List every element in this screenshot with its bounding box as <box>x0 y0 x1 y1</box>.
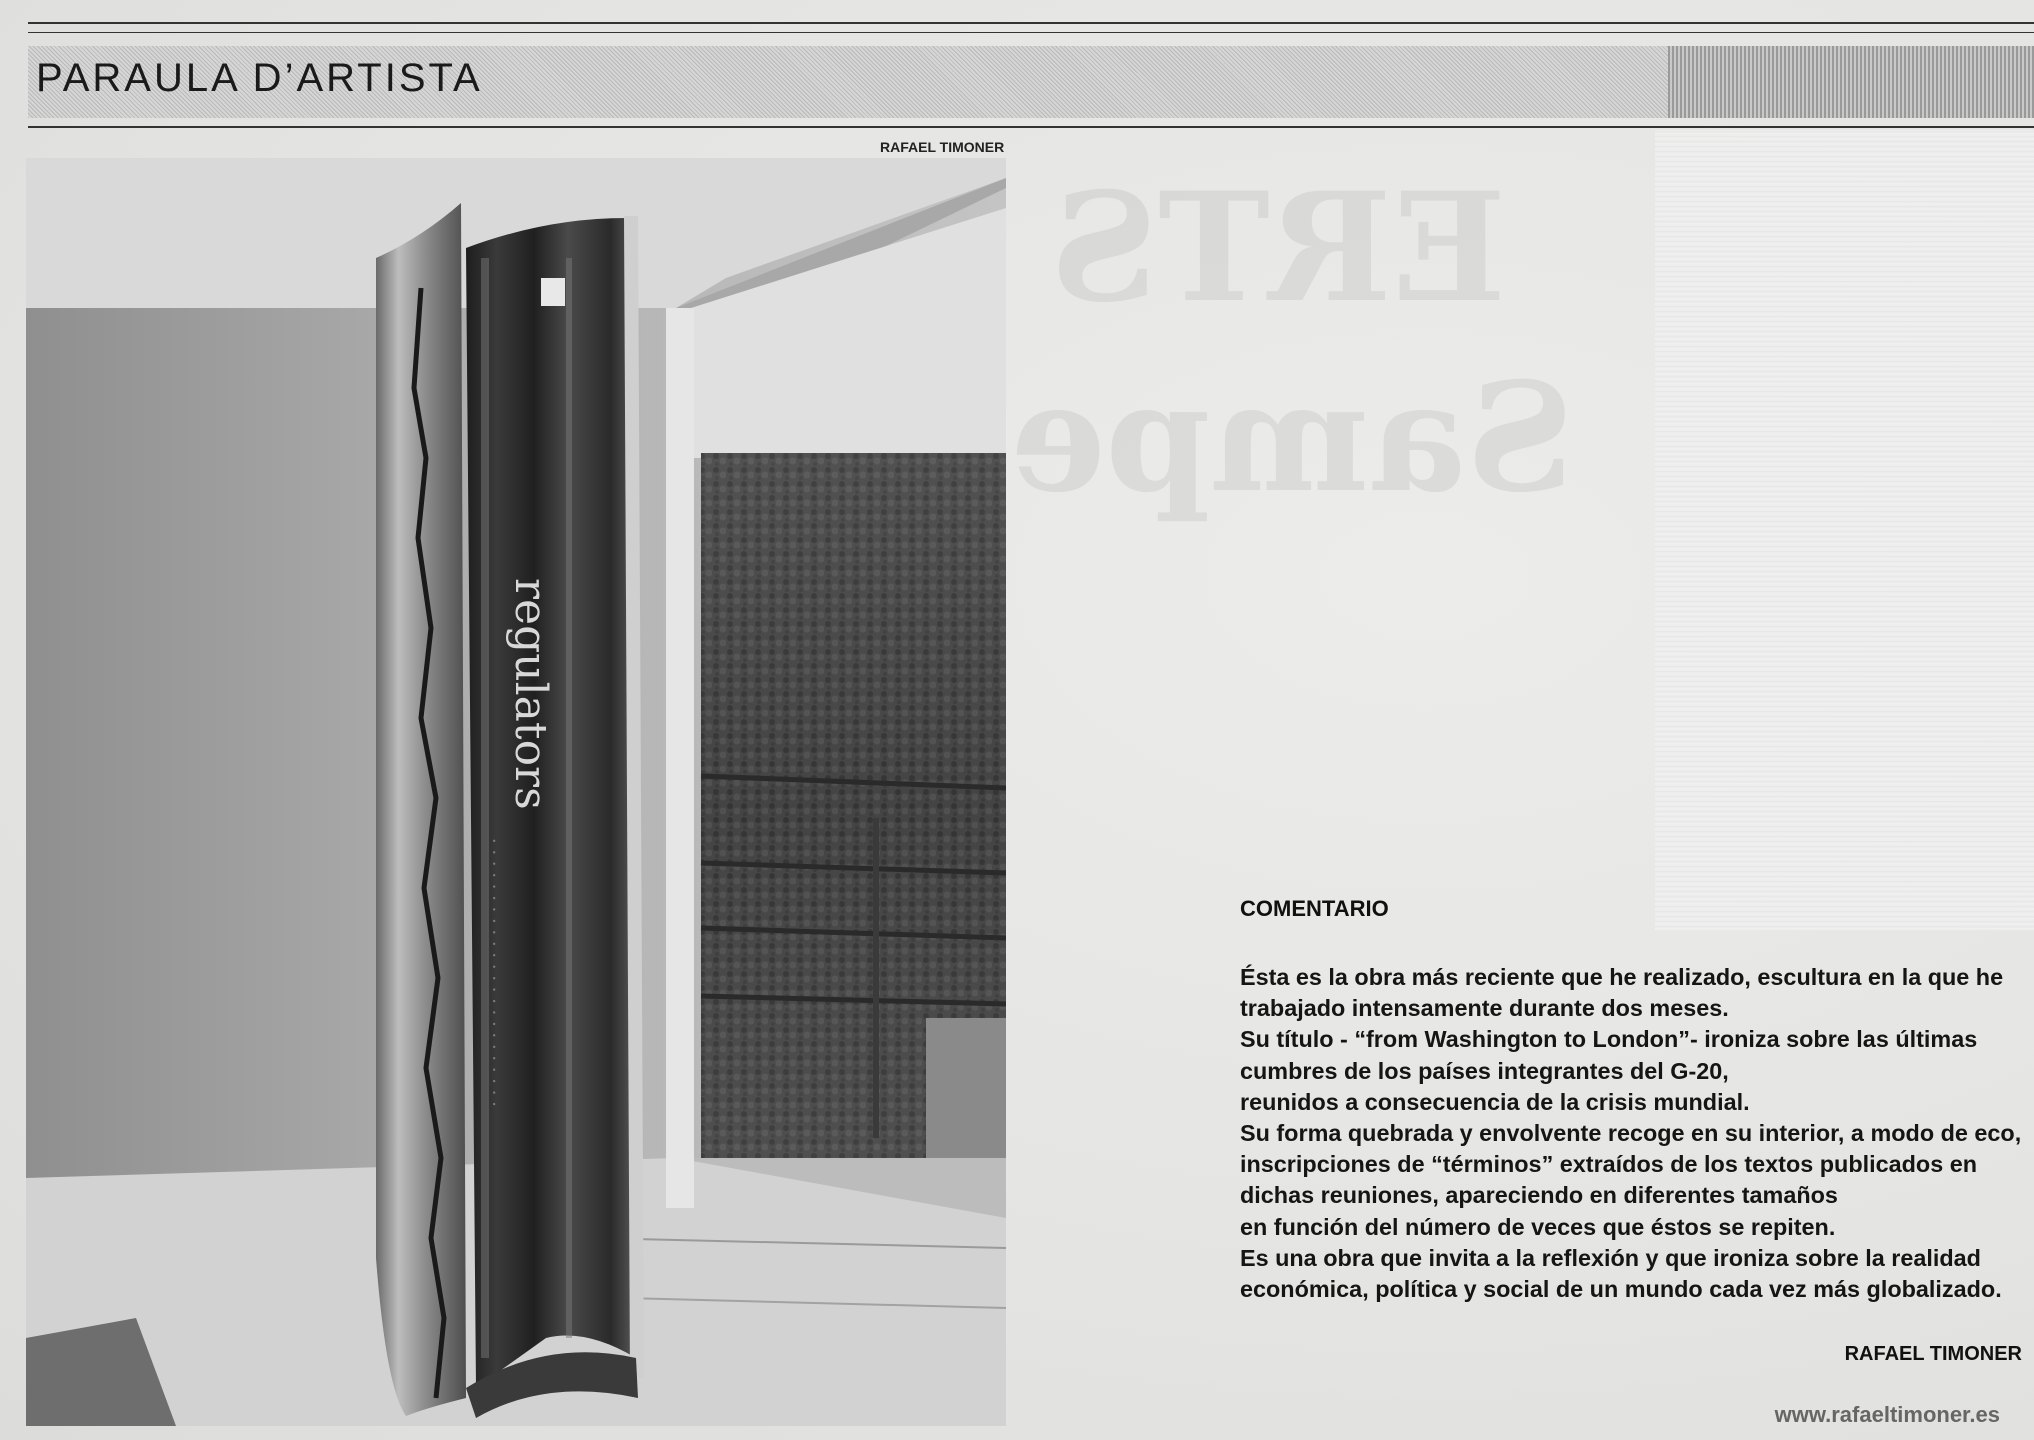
commentary-line: en función del número de veces que éstos se repiten. <box>1240 1213 1836 1240</box>
commentary-body <box>1240 962 2020 1305</box>
commentary-line: económica, política y social de un mundo cada vez más globalizado. <box>1240 1276 2002 1303</box>
commentary-line: Es una obra que invita a la reflexión y que ironiza sobre la realidad <box>1240 1244 1981 1271</box>
commentary-line: Su título - “from Washington to London”- ironiza sobre las últimas <box>1240 1026 1978 1053</box>
bleed-through-texture: ERTS Sampe <box>1010 160 1575 526</box>
section-title: PARAULA D’ARTISTA <box>36 56 483 100</box>
sculpture-inscription: regulators <box>505 578 556 810</box>
top-rule <box>28 22 2034 24</box>
commentary-line: trabajado intensamente durante dos meses. <box>1240 995 1729 1022</box>
commentary-line: dichas reuniones, apareciendo en diferentes tamaños <box>1240 1182 1838 1209</box>
commentary-heading: COMENTARIO <box>1240 896 1389 921</box>
author-signature: RAFAEL TIMONER <box>1844 1343 2022 1365</box>
commentary-line: inscripciones de “términos” extraídos de los textos publicados en <box>1240 1151 1977 1178</box>
commentary-line: cumbres de los países integrantes del G-20, <box>1240 1057 1729 1084</box>
commentary-block <box>1240 896 2020 1305</box>
sculpture-photo <box>26 158 1006 1426</box>
photo-byline: RAFAEL TIMONER <box>880 139 1005 155</box>
top-rule-thin <box>28 32 2034 33</box>
commentary-line: Ésta es la obra más reciente que he realizado, escultura en la que he <box>1240 964 2004 990</box>
scan-artifact <box>1655 130 2034 930</box>
commentary-line: Su forma quebrada y envolvente recoge en su interior, a modo de eco, <box>1240 1120 2022 1147</box>
svg-text:· · · · · · · · · · · · · · ·: · · · · · · · · · · · · · · · · · · · · · · · · <box>483 838 504 1107</box>
header-bottom-rule <box>28 126 2034 128</box>
commentary-line: reunidos a consecuencia de la crisis mundial. <box>1240 1088 1750 1115</box>
website-url: www.rafaeltimoner.es <box>1774 1402 2000 1427</box>
